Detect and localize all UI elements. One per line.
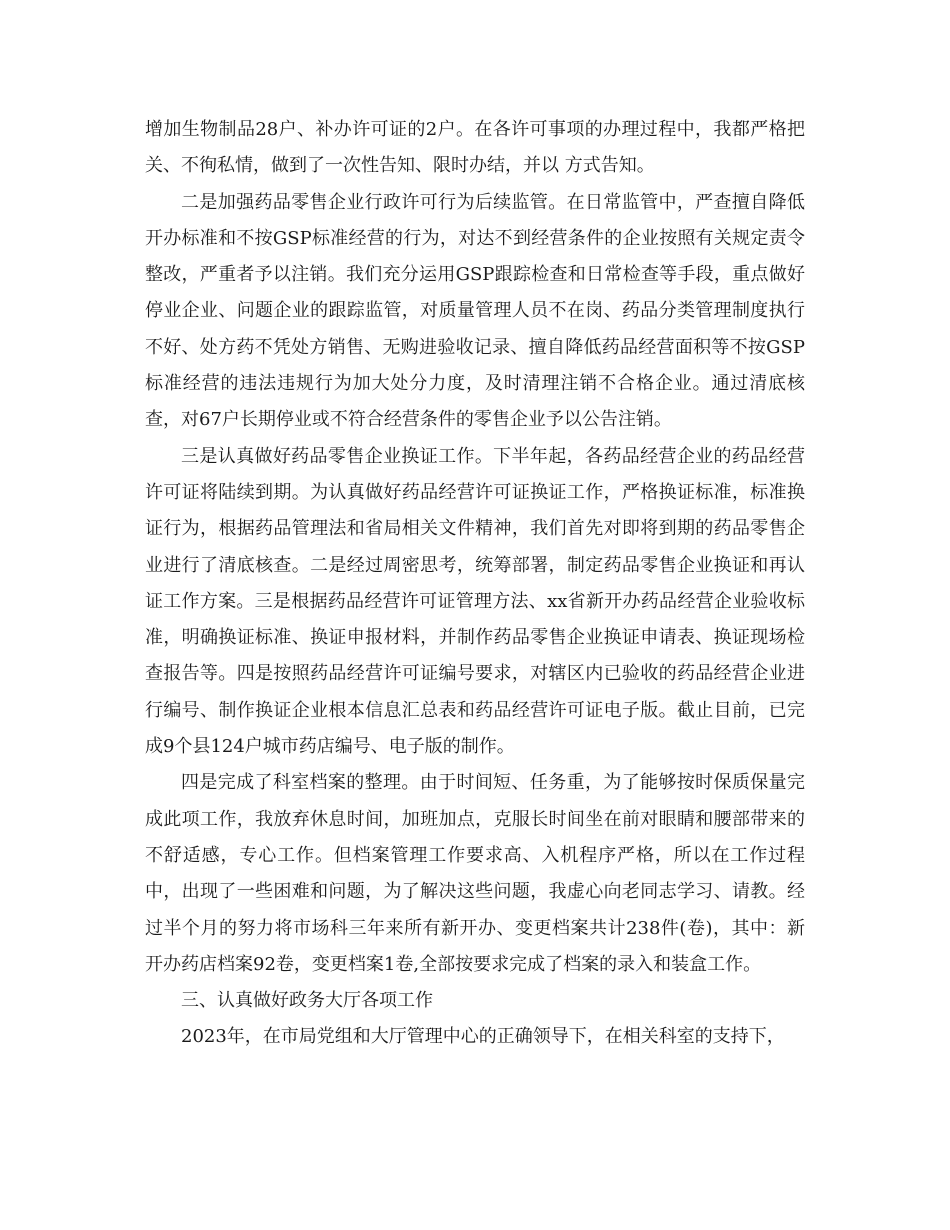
paragraph-archive-organization: 四是完成了科室档案的整理。由于时间短、任务重，为了能够按时保质保量完成此项工作，我放弃休息时间，加班加点，克服长时间坐在前对眼睛和腰部带来的不舒适感，专心工作。但档案管理工作要求高、入机程序严格，所以在工作过程中，出现了一些困难和问题，为了解决这些问题，我虚心向老同志学习、请教。经过半个月的努力将市场科三年来所有新开办、变更档案共计238件(卷)，其中：新开办药店档案92卷，变更档案1卷,全部按要求完成了档案的录入和装盒工作。 — [145, 772, 805, 975]
paragraph-license-renewal: 三是认真做好药品零售企业换证工作。下半年起，各药品经营企业的药品经营许可证将陆续到期。为认真做好药品经营许可证换证工作，严格换证标准，标准换证行为，根据药品管理法和省局相关文件精神，我们首先对即将到期的药品零售企业进行了清底核查。二是经过周密思考，统筹部署，制定药品零售企业换证和再认证工作方案。三是根据药品经营许可证管理方法、xx省新开办药品经营企业验收标准，明确换证标准、换证申报材料，并制作药品零售企业换证申请表、换证现场检查报告等。四是按照药品经营许可证编号要求，对辖区内已验收的药品经营企业进行编号、制作换证企业根本信息汇总表和药品经营许可证电子版。截止目前，已完成9个县124户城市药店编号、电子版的制作。 — [145, 445, 805, 758]
paragraph-license-summary: 增加生物制品28户、补办许可证的2户。在各许可事项的办理过程中，我都严格把关、不徇私情，做到了一次性告知、限时办结，并以 方式告知。 — [145, 119, 805, 177]
paragraph-supervision: 二是加强药品零售企业行政许可行为后续监管。在日常监管中，严查擅自降低开办标准和不按GSP标准经营的行为，对达不到经营条件的企业按照有关规定责令整改，严重者予以注销。我们充分运用GSP跟踪检查和日常检查等手段，重点做好停业企业、问题企业的跟踪监管，对质量管理人员不在岗、药品分类管理制度执行不好、处方药不凭处方销售、无购进验收记录、擅自降低药品经营面积等不按GSP标准经营的违法违规行为加大处分力度，及时清理注销不合格企业。通过清底核查，对67户长期停业或不符合经营条件的零售企业予以公告注销。 — [145, 191, 805, 431]
document-body — [145, 112, 805, 1056]
section-heading-service-hall: 三、认真做好政务大厅各项工作 — [181, 990, 433, 1012]
paragraph-2023-intro: 2023年，在市局党组和大厅管理中心的正确领导下，在相关科室的支持下， — [181, 1026, 785, 1048]
